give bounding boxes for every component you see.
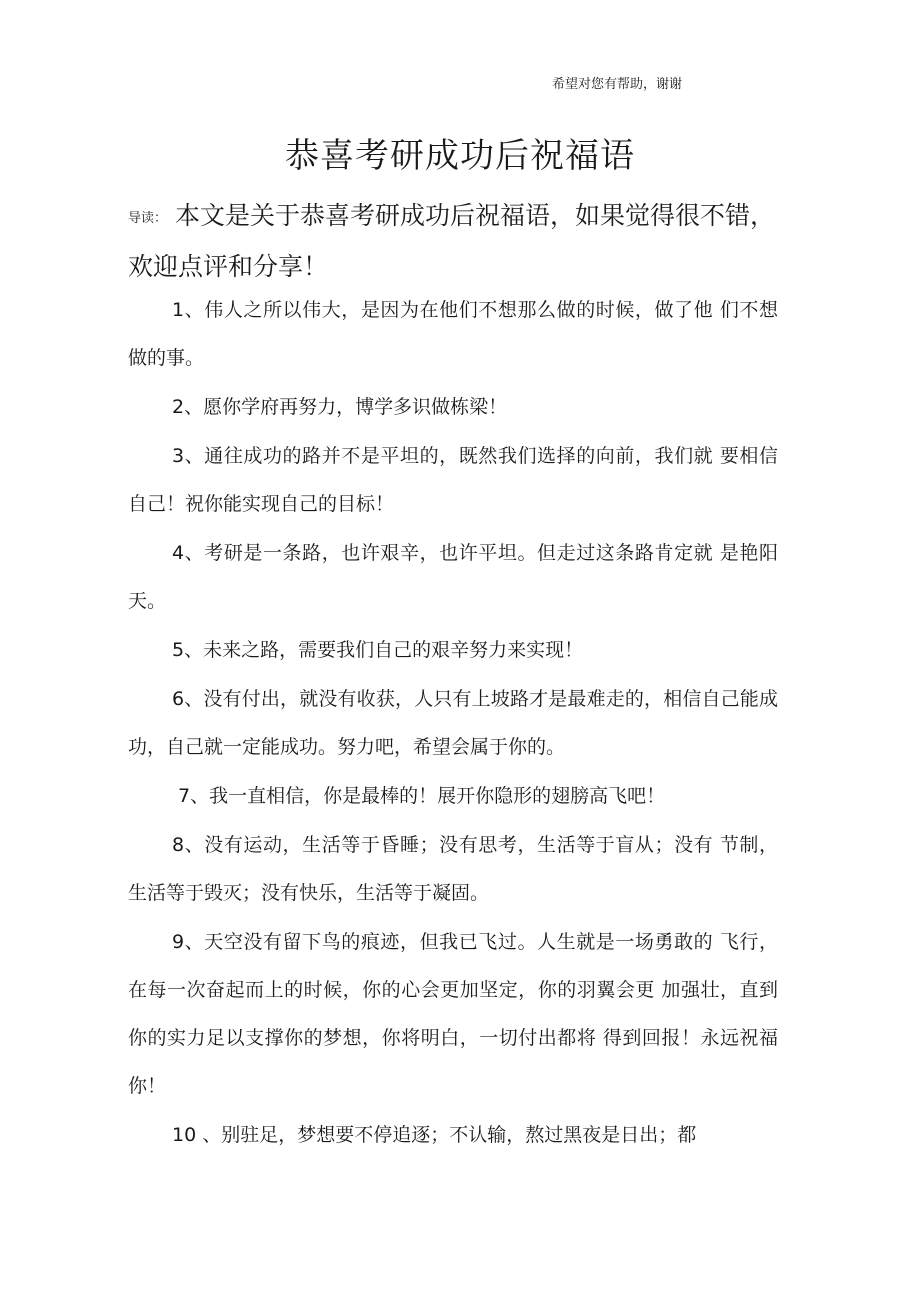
header-note: 希望对您有帮助，谢谢 [552,77,683,92]
wish-item-4: 4、考研是一条路，也许艰辛，也许平坦。但走过这条路肯定就 是艳阳天。 [128,542,778,612]
wish-item-10: 10 、别驻足，梦想要不停追逐；不认输，熬过黑夜是日出；都 [172,1124,697,1146]
intro-text: 本文是关于恭喜考研成功后祝福语，如果觉得很不错， 欢迎点评和分享！ [128,201,776,281]
wish-item-7: 7、我一直相信，你是最棒的！展开你隐形的翅膀高飞吧！ [178,785,666,807]
wish-list [128,286,778,1160]
wish-item-8: 8、没有运动，生活等于昏睡；没有思考，生活等于盲从；没有 节制，生活等于毁灭；没有快乐，生活等于凝固。 [128,834,778,904]
intro-paragraph [128,192,778,291]
wish-item-5: 5、未来之路，需要我们自己的艰辛努力来实现！ [172,639,584,661]
wish-item-1: 1、伟人之所以伟大，是因为在他们不想那么做的时候，做了他 们不想做的事。 [128,299,778,369]
wish-item-3: 3、通往成功的路并不是平坦的，既然我们选择的向前，我们就 要相信自己！祝你能实现自己的目标！ [128,445,778,515]
wish-item-6: 6、没有付出，就没有收获，人只有上坡路才是最难走的，相信自己能成功，自己就一定能成功。努力吧，希望会属于你的。 [128,688,778,758]
wish-item-9: 9、天空没有留下鸟的痕迹，但我已飞过。人生就是一场勇敢的 飞行，在每一次奋起而上的时候，你的心会更加坚定，你的羽翼会更 加强壮，直到你的实力足以支撑你的梦想，你将明白，一切付出都将 得到回报！永远祝福你！ [128,931,778,1097]
intro-label: 导读： [128,211,168,226]
wish-item-2: 2、愿你学府再努力，博学多识做栋梁！ [172,396,508,418]
document-title: 恭喜考研成功后祝福语 [285,136,635,176]
